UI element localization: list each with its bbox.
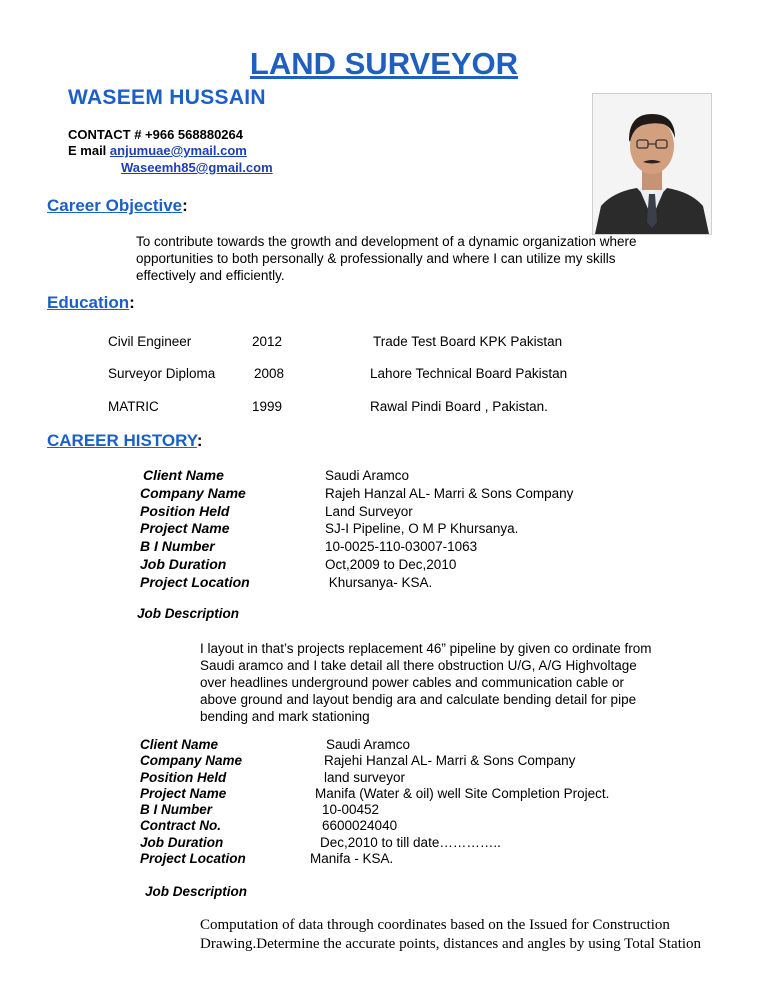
field-value: 10-0025-110-03007-1063 xyxy=(325,539,478,555)
career-history-heading: CAREER HISTORY: xyxy=(47,431,203,450)
field-label: Job Duration xyxy=(140,834,224,850)
objective-line: opportunities to both personally & professionally and where I can utilize my skills xyxy=(136,251,616,266)
job2-values xyxy=(310,737,609,867)
field-label: B I Number xyxy=(140,538,215,555)
field-value: Manifa (Water & oil) well Site Completion Project. xyxy=(315,785,610,801)
education-degree: MATRIC xyxy=(108,399,159,414)
document-title: LAND SURVEYOR xyxy=(249,46,519,81)
education-degree: Civil Engineer xyxy=(108,334,192,349)
description-line: over headlines underground power cables and communication cable or xyxy=(200,675,625,690)
field-label: Project Location xyxy=(140,573,250,590)
description-line: I layout in that’s projects replacement 46” pipeline by given co ordinate from xyxy=(200,641,652,656)
field-value: Saudi Aramco xyxy=(326,737,411,752)
field-value: Rajeh Hanzal AL- Marri & Sons Company xyxy=(325,485,574,501)
education-degree: Surveyor Diploma xyxy=(108,366,216,381)
field-label: B I Number xyxy=(140,802,213,818)
objective-line: To contribute towards the growth and development of a dynamic organization where xyxy=(136,234,637,249)
field-label: Position Held xyxy=(140,769,227,785)
objective-line: effectively and efficiently. xyxy=(136,268,285,283)
job2-labels xyxy=(140,737,246,867)
job1-description-heading: Job Description xyxy=(137,606,240,621)
job1-values xyxy=(325,467,573,592)
field-label: Company Name xyxy=(140,484,246,501)
person-name: WASEEM HUSSAIN xyxy=(68,86,266,109)
education-board: Lahore Technical Board Pakistan xyxy=(370,366,568,381)
education-board: Trade Test Board KPK Pakistan xyxy=(373,334,563,349)
education-year: 1999 xyxy=(252,399,283,414)
field-label: Job Duration xyxy=(140,555,227,572)
contact-email-row-2 xyxy=(121,160,273,175)
description-line: Computation of data through coordinates based on the Issued for Construction xyxy=(200,917,670,933)
field-label: Company Name xyxy=(140,753,243,769)
field-value: Khursanya- KSA. xyxy=(325,574,433,590)
contact-phone: CONTACT # +966 568880264 xyxy=(68,127,243,142)
education-heading: Education: xyxy=(47,293,135,312)
profile-photo xyxy=(592,93,712,235)
field-label: Client Name xyxy=(143,467,224,483)
field-label: Project Name xyxy=(140,785,227,801)
field-value: Manifa - KSA. xyxy=(310,851,394,867)
email-link-1[interactable]: anjumuae@ymail.com xyxy=(109,143,247,158)
career-objective-text xyxy=(136,233,736,284)
education-board: Rawal Pindi Board , Pakistan. xyxy=(370,399,548,414)
job2-description-heading: Job Description xyxy=(145,884,248,899)
field-value: SJ-I Pipeline, O M P Khursanya. xyxy=(325,521,519,537)
job1-labels xyxy=(140,467,250,592)
description-line: above ground and layout bendig ara and calculate bending detail for pipe xyxy=(200,692,637,707)
person-portrait-icon xyxy=(593,94,711,234)
field-value: 6600024040 xyxy=(322,818,398,834)
field-value: Oct,2009 to Dec,2010 xyxy=(325,556,457,572)
description-line: Saudi aramco and I take detail all there obstruction U/G, A/G Highvoltage xyxy=(200,658,637,673)
education-year: 2012 xyxy=(252,334,283,349)
job1-description xyxy=(200,640,730,725)
description-line: Drawing.Determine the accurate points, distances and angles by using Total Station xyxy=(200,936,702,952)
description-line: bending and mark stationing xyxy=(200,709,370,724)
field-label: Position Held xyxy=(140,502,230,519)
email-label: E mail xyxy=(68,143,110,158)
field-value: Saudi Aramco xyxy=(325,468,410,483)
education-year: 2008 xyxy=(254,366,285,381)
job2-description xyxy=(200,916,760,954)
field-label: Project Name xyxy=(140,520,230,537)
field-value: 10-00452 xyxy=(322,802,380,818)
field-label: Contract No. xyxy=(140,818,221,834)
field-value: Dec,2010 to till date………….. xyxy=(320,834,501,850)
field-label: Project Location xyxy=(140,851,246,867)
contact-email-row xyxy=(68,143,247,158)
email-link-2[interactable]: Waseemh85@gmail.com xyxy=(121,160,273,175)
field-value: Land Surveyor xyxy=(325,503,413,519)
field-value: Rajehi Hanzal AL- Marri & Sons Company xyxy=(324,753,576,769)
career-objective-heading: Career Objective: xyxy=(47,196,188,215)
field-value: land surveyor xyxy=(324,769,406,785)
field-label: Client Name xyxy=(140,737,219,752)
